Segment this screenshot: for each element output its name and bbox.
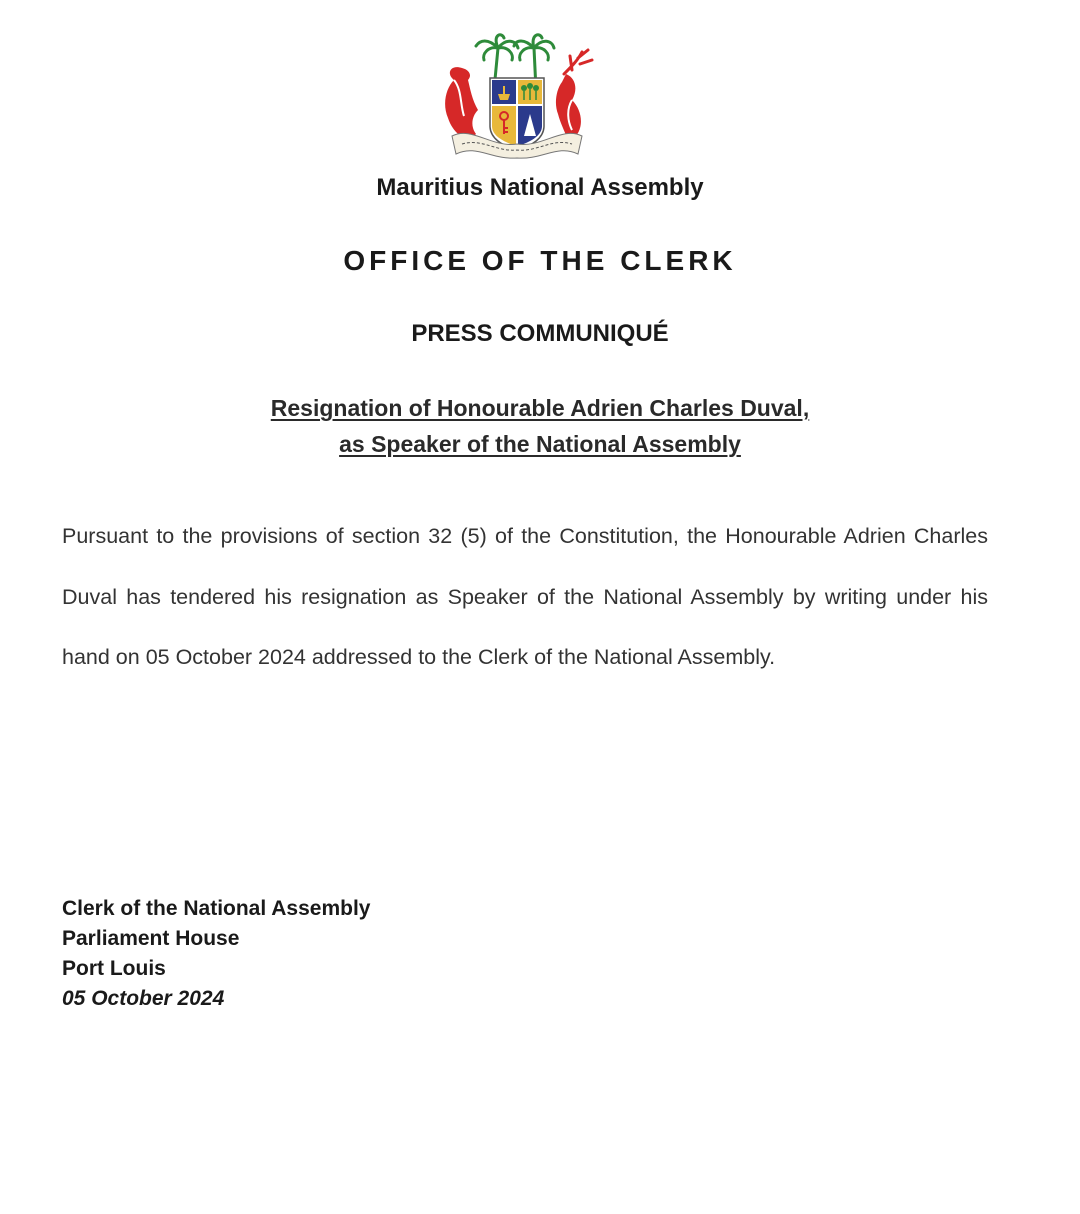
subject-line-2: as Speaker of the National Assembly	[339, 431, 741, 457]
signatory-building: Parliament House	[62, 927, 240, 950]
signature-block	[62, 894, 370, 1014]
subject-heading	[0, 390, 1080, 462]
organization-name: Mauritius National Assembly	[376, 174, 704, 201]
coat-of-arms-icon	[432, 30, 602, 165]
body-paragraph: Pursuant to the provisions of section 32 (5) of the Constitution, the Honourable Adrien Charles Duval has tendered his resignation as Speaker of the National Assembly by writing under his hand on 05 October 2024 addressed to the Clerk of the National Assembly.	[62, 524, 988, 669]
signatory-title: Clerk of the National Assembly	[62, 897, 371, 920]
subject-line-1: Resignation of Honourable Adrien Charles Duval,	[270, 395, 810, 421]
document-type: PRESS COMMUNIQUÉ	[411, 320, 669, 347]
signatory-city: Port Louis	[62, 957, 166, 980]
communique-date: 05 October 2024	[62, 987, 225, 1010]
office-heading: OFFICE OF THE CLERK	[343, 245, 737, 276]
